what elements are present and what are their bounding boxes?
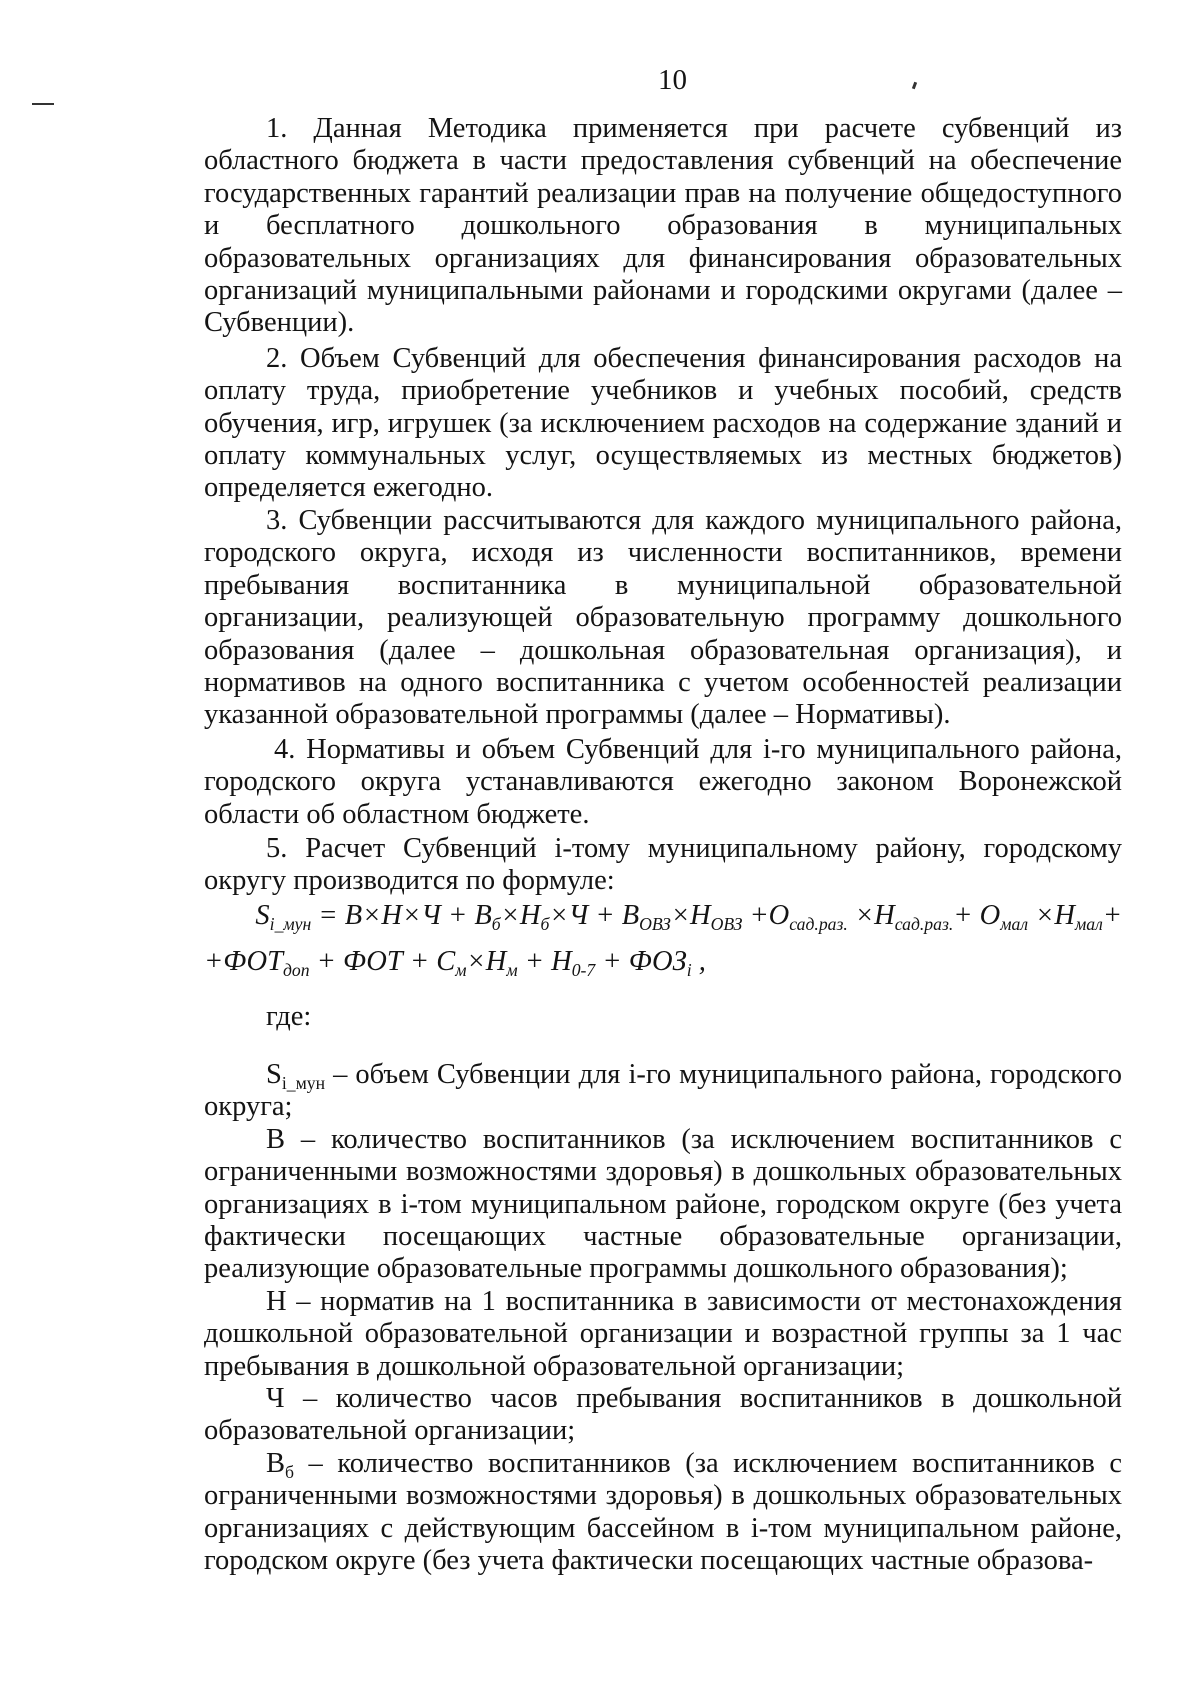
formula-subscript: 0-7: [571, 960, 596, 981]
formula-term: +O: [742, 899, 790, 931]
formula-term: +: [1102, 899, 1122, 931]
formula-term: ×Н: [466, 946, 507, 978]
scan-artifact-mark: [32, 103, 54, 105]
formula-term: +ФОТ: [204, 946, 283, 978]
formula-term: + Н: [517, 946, 572, 978]
definition-s: [204, 1059, 1122, 1124]
formula-term: + ФОЗ: [595, 946, 687, 978]
paragraph-5: 5. Расчет Субвенций i-тому муниципальному району, городскому округу производится по формуле:: [204, 832, 1122, 897]
formula-subscript: i: [686, 960, 692, 981]
definition-text: – количество воспитанников (за исключением воспитанников с ограниченными возможностями здоровья) в дошкольных образовательных организациях с действующим бассейном в i-том муниципальном районе, городском округе (без учета фактически посещающих частные образова-: [204, 1447, 1122, 1577]
formula-subscript: б: [540, 913, 550, 934]
formula-term: ×H: [500, 899, 541, 931]
paragraph-2: 2. Объем Субвенций для обеспечения финансирования расходов на оплату труда, приобретение учебников и учебных пособий, средств обучения, игр, игрушек (за исключением расходов на содержание зданий и оплату коммунальных услуг, осуществляемых из местных бюджетов) определяется ежегодно.: [204, 342, 1122, 504]
formula-term: + ФОТ + С: [309, 946, 456, 978]
symbol-subscript: i_мун: [281, 1073, 326, 1094]
where-label: где:: [266, 1000, 312, 1032]
formula-line-1: [204, 900, 1122, 932]
formula-term: + O: [953, 899, 1001, 931]
formula-term: S: [255, 899, 270, 931]
definition-text: – объем Субвенции для i-го муниципального района, городского округа;: [204, 1058, 1122, 1123]
definition-b: В – количество воспитанников (за исключением воспитанников с ограниченными возможностями здоровья) в дошкольных образовательных организациях в i-том муниципальном районе, городском округе (без учета фактически посещающих частные образовательные организации, реализующие образовательные программы дошкольного образования);: [204, 1123, 1122, 1285]
formula-subscript: б: [491, 913, 501, 934]
formula-subscript: доп: [282, 960, 310, 981]
formula-term: ×H: [847, 899, 895, 931]
symbol: S: [266, 1058, 282, 1090]
definition-h: Н – норматив на 1 воспитанника в зависимости от местонахождения дошкольной образовательной организации и возрастной группы за 1 час пребывания в дошкольной образовательной организации;: [204, 1285, 1122, 1382]
paragraph-3: 3. Субвенции рассчитываются для каждого муниципального района, городского округа, исходя из численности воспитанников, времени пребывания воспитанника в муниципальной образовательной организации, реализующей образовательную программу дошкольного образования (далее – дошкольная образовательная организация), и нормативов на одного воспитанника с учетом особенностей реализации указанной образовательной программы (далее – Нормативы).: [204, 504, 1122, 731]
formula-subscript: сад.раз.: [894, 913, 954, 934]
paragraph-4: 4. Нормативы и объем Субвенций для i-го муниципального района, городского округа устанавливаются ежегодно законом Воронежской области об областном бюджете.: [204, 733, 1122, 830]
formula-subscript: ОВЗ: [710, 913, 743, 934]
formula-term: = B×H×Ч + B: [311, 899, 492, 931]
definition-ch: Ч – количество часов пребывания воспитанников в дошкольной образовательной организации;: [204, 1383, 1122, 1447]
formula-subscript: ОВЗ: [639, 913, 671, 934]
formula-term: ×H: [1028, 899, 1075, 931]
formula-subscript: м: [506, 960, 518, 981]
formula-subscript: мал: [1000, 913, 1029, 934]
formula-subscript: сад.раз.: [789, 913, 848, 934]
formula-line-2: [204, 946, 1122, 981]
symbol-subscript: б: [285, 1462, 294, 1483]
page-number: 10: [658, 64, 687, 96]
definition-bb: [204, 1448, 1122, 1578]
formula-term: ×H: [670, 899, 711, 931]
formula-subscript: м: [455, 960, 467, 981]
formula-term: ×Ч + B: [549, 899, 640, 931]
formula-subscript: мал: [1074, 913, 1103, 934]
formula-subscript: i_мун: [269, 913, 312, 934]
symbol: В: [266, 1447, 286, 1479]
formula-term: ,: [691, 946, 706, 978]
document-body: [204, 113, 1122, 1577]
paragraph-1: 1. Данная Методика применяется при расчете субвенций из областного бюджета в части предоставления субвенций на обеспечение государственных гарантий реализации прав на получение общедоступного и бесплатного дошкольного образования в муниципальных образовательных организациях для финансирования образовательных организаций муниципальными районами и городскими округами (далее – Субвенции).: [204, 113, 1122, 339]
